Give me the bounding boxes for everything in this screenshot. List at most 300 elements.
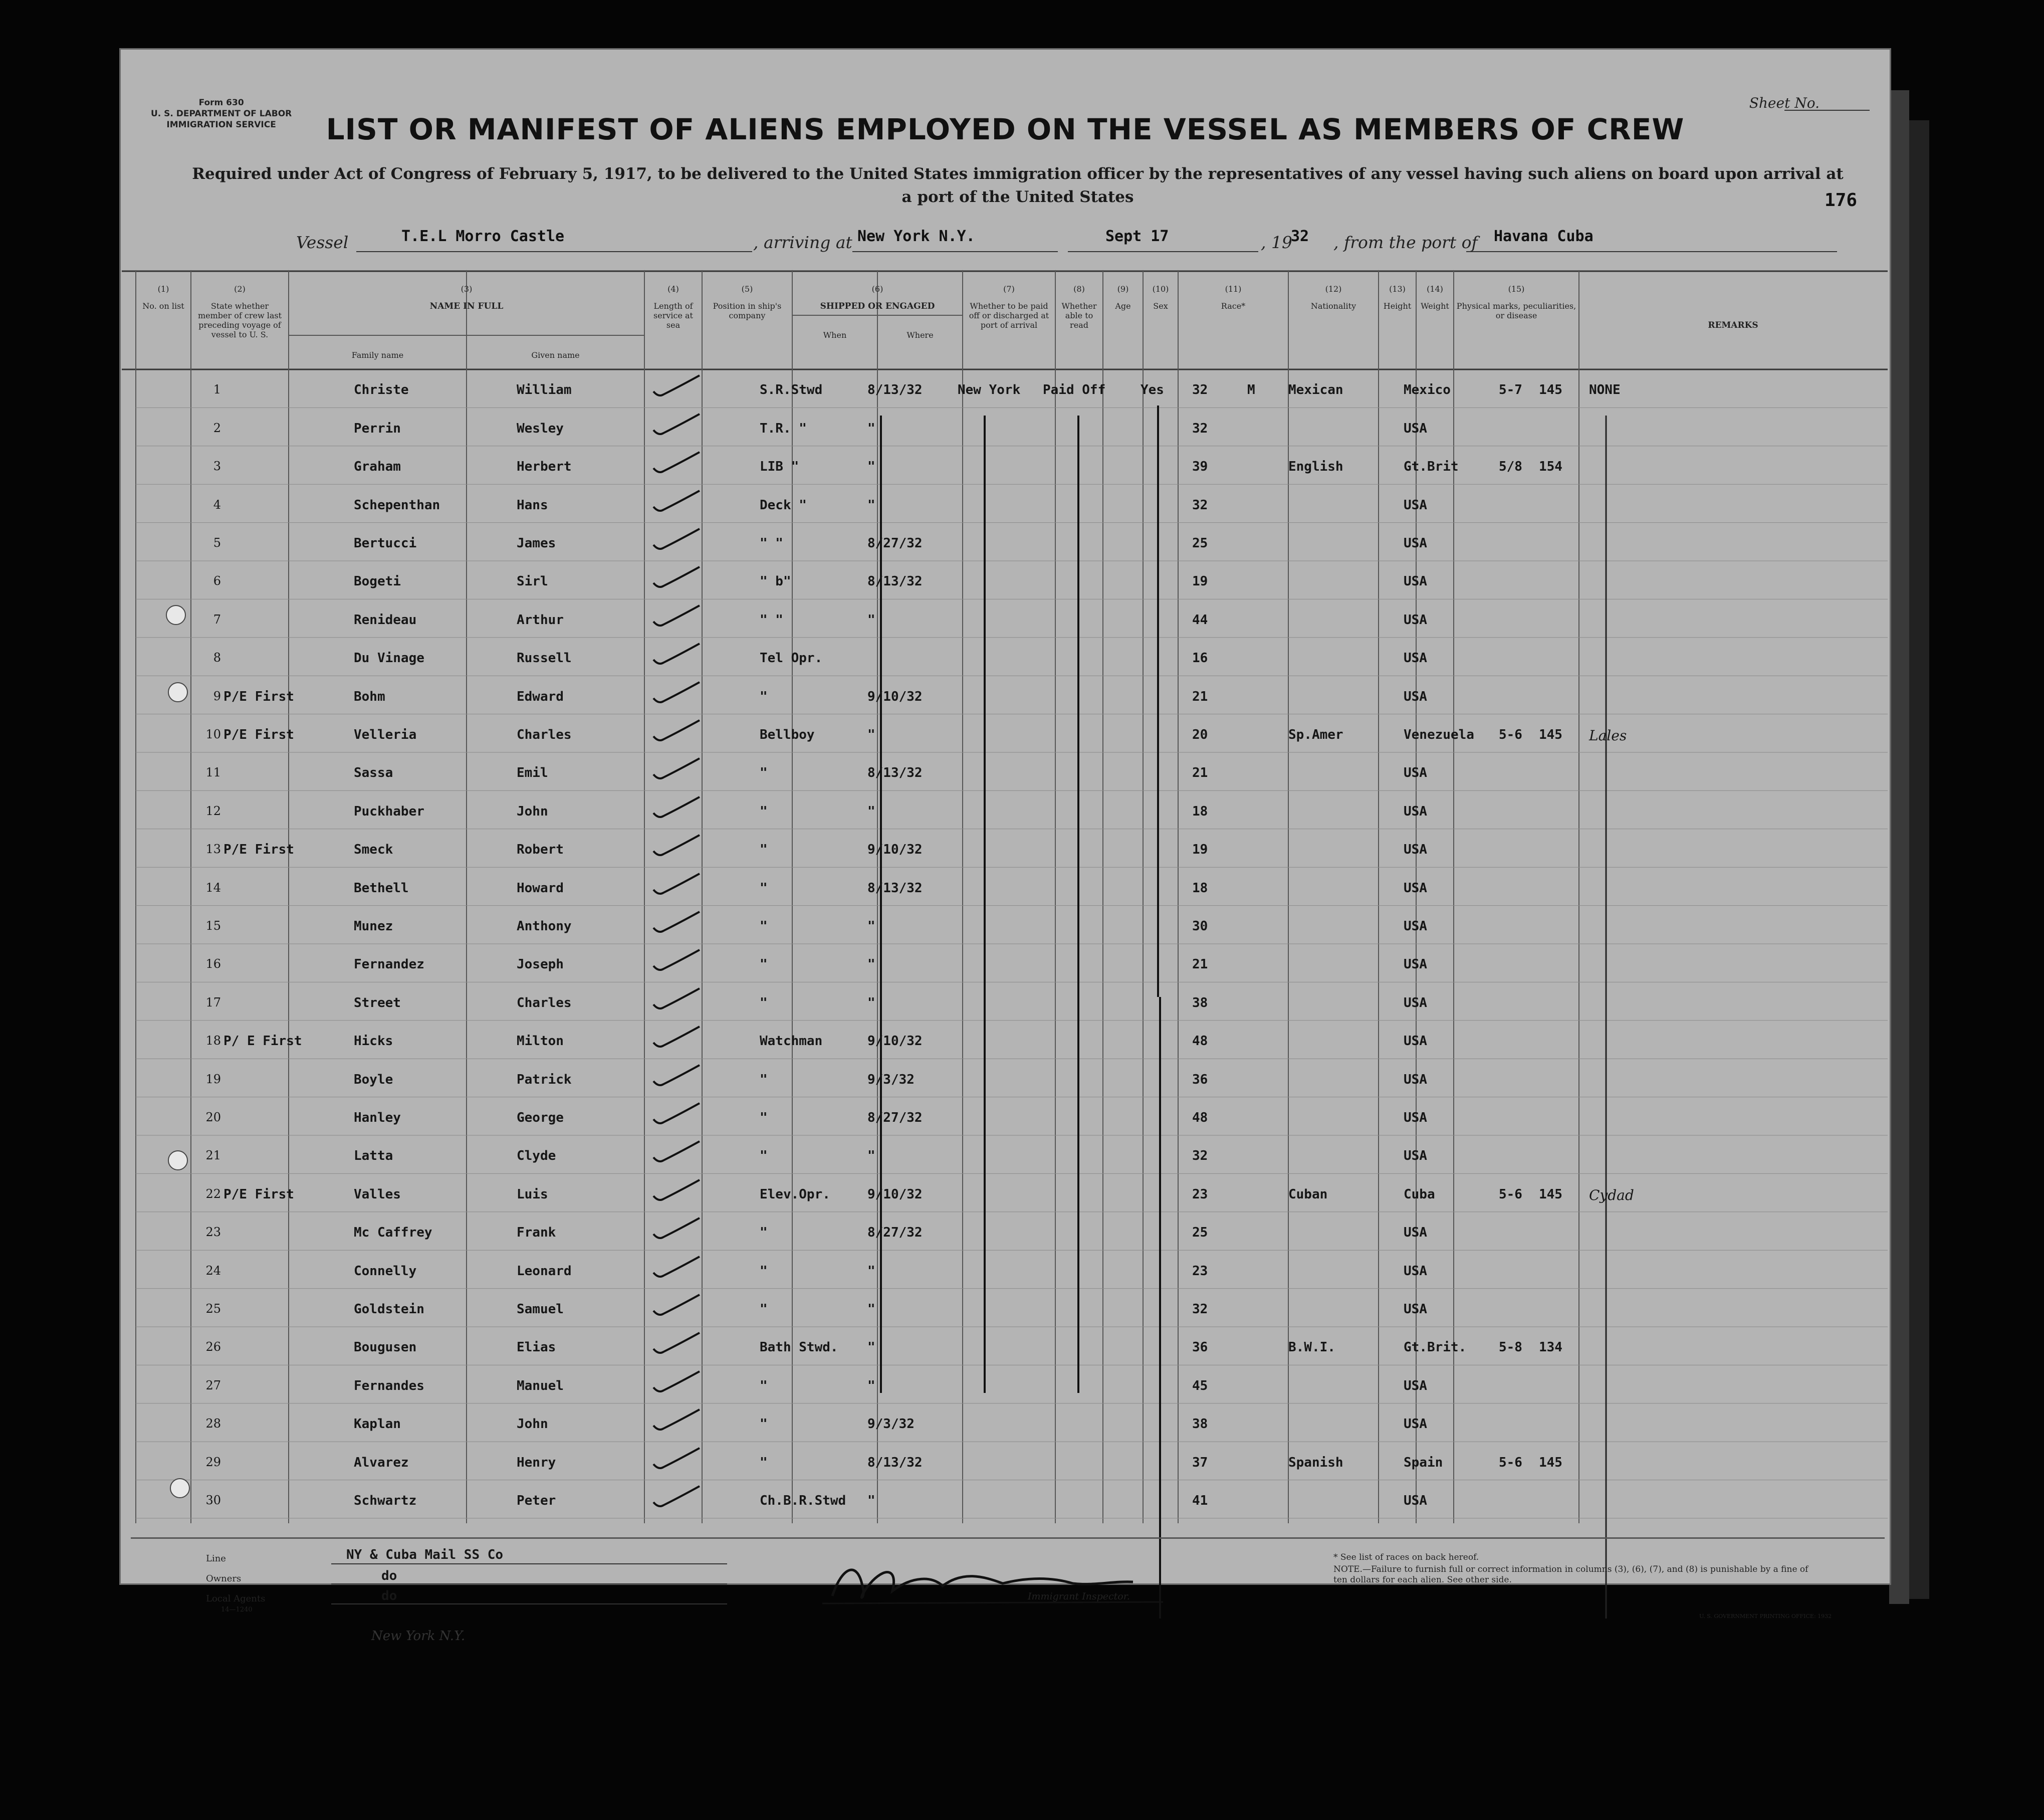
column-header-c9: Age [1115, 301, 1131, 311]
row-no: 2 [213, 421, 221, 435]
row-pos: Tel Opr. [760, 651, 823, 666]
row-given: Wesley [517, 421, 564, 436]
row-pos: " b" [760, 574, 791, 589]
row-nat: USA [1404, 1110, 1427, 1125]
owners-underline [331, 1583, 727, 1584]
row-nat: Spain [1404, 1455, 1443, 1470]
column-number-c15: (15) [1508, 284, 1525, 294]
row-no: 6 [213, 574, 221, 588]
row-age: 44 [1192, 612, 1208, 628]
row-no: 28 [205, 1417, 221, 1431]
row-no: 16 [205, 957, 221, 971]
row-wt: 154 [1539, 459, 1562, 475]
column-header-c3: NAME IN FULL [429, 301, 504, 311]
row-family: Renideau [354, 612, 417, 628]
column-number-c12: (12) [1325, 284, 1342, 294]
row-family: Mc Caffrey [354, 1225, 432, 1241]
row-pos: " [760, 1263, 768, 1279]
column-header-c8: Whether able to read [1061, 301, 1097, 330]
row-wt: 145 [1539, 727, 1562, 742]
row-no: 25 [205, 1302, 221, 1316]
column-header-when: When [823, 330, 847, 340]
row-age: 16 [1192, 651, 1208, 666]
row-when: " [867, 459, 875, 475]
row-nat: Gt.Brit [1404, 459, 1459, 475]
printing-office: U. S. GOVERNMENT PRINTING OFFICE: 1932 [1699, 1613, 1832, 1620]
from-port: Havana Cuba [1494, 228, 1594, 245]
check-mark [649, 1023, 705, 1053]
column-number-c9: (9) [1117, 284, 1129, 294]
row-race: Mexican [1288, 382, 1343, 398]
row-age: 48 [1192, 1034, 1208, 1049]
inspector-signature [812, 1556, 1223, 1611]
row-no: 22 [205, 1186, 221, 1201]
check-mark [649, 1061, 705, 1091]
row-age: 23 [1192, 1186, 1208, 1202]
column-header-c12: Nationality [1310, 301, 1356, 311]
column-header-where: Where [906, 330, 934, 340]
line-value: NY & Cuba Mail SS Co [346, 1547, 504, 1562]
row-when: " [867, 919, 875, 934]
row-given: Arthur [517, 612, 564, 628]
column-number-c5: (5) [741, 284, 753, 294]
row-family: Schepenthan [354, 497, 440, 513]
row-when: 8/27/32 [867, 536, 923, 551]
row-age: 32 [1192, 497, 1208, 513]
row-marks: Cydad [1589, 1186, 1634, 1203]
row-ht: 5-6 [1499, 1186, 1522, 1202]
column-number-c8: (8) [1073, 284, 1085, 294]
row-given: Herbert [517, 459, 572, 475]
row-when: 8/27/32 [867, 1110, 923, 1125]
page-title: LIST OR MANIFEST OF ALIENS EMPLOYED ON THE VESSEL AS MEMBERS OF CREW [326, 112, 1685, 146]
row-ht: 5-6 [1499, 727, 1522, 742]
check-mark [649, 525, 705, 555]
row-given: Joseph [517, 957, 564, 972]
row-no: 4 [213, 497, 221, 512]
row-age: 41 [1192, 1493, 1208, 1508]
arrival-year: 32 [1291, 228, 1309, 245]
row-when: 9/10/32 [867, 1034, 923, 1049]
row-family: Bogeti [354, 574, 401, 589]
row-no: 11 [205, 765, 221, 780]
row-pos: " [760, 1148, 768, 1164]
check-mark [649, 1367, 705, 1397]
row-family: Perrin [354, 421, 401, 436]
row-age: 37 [1192, 1455, 1208, 1470]
row-pos: S.R.Stwd [760, 382, 823, 398]
row-family: Boyle [354, 1072, 393, 1087]
row-paid: Paid Off [1043, 382, 1106, 398]
row-family: Velleria [354, 727, 417, 742]
row-age: 19 [1192, 574, 1208, 589]
row-no: 1 [213, 382, 221, 397]
row-pos: " [760, 880, 768, 896]
row-given: Samuel [517, 1302, 564, 1317]
column-header-c1: No. on list [142, 301, 184, 311]
row-no: 27 [205, 1378, 221, 1392]
row-family: Hanley [354, 1110, 401, 1125]
row-prev: P/E First [223, 689, 294, 704]
row-family: Graham [354, 459, 401, 475]
row-family: Hicks [354, 1034, 393, 1049]
check-mark [649, 1291, 705, 1321]
row-when: 9/10/32 [867, 1186, 923, 1202]
punch-hole [170, 1478, 190, 1498]
row-when: " [867, 1378, 875, 1393]
row-pos: Deck " [760, 497, 807, 513]
row-given: Peter [517, 1493, 556, 1508]
row-given: John [517, 1417, 548, 1432]
punch-hole [168, 1150, 188, 1170]
row-family: Bougusen [354, 1340, 417, 1355]
arrival-date: Sept 17 [1105, 228, 1169, 245]
row-nat: USA [1404, 995, 1427, 1010]
row-pos: " [760, 1110, 768, 1125]
row-age: 38 [1192, 1417, 1208, 1432]
row-when: 9/3/32 [867, 1072, 915, 1087]
row-family: Puckhaber [354, 803, 424, 819]
row-no: 13 [205, 842, 221, 857]
row-pos: " [760, 689, 768, 704]
column-number-c11: (11) [1225, 284, 1242, 294]
check-mark [649, 1482, 705, 1512]
check-mark [649, 1137, 705, 1167]
row-no: 19 [205, 1072, 221, 1086]
column-number-c2: (2) [234, 284, 246, 294]
row-given: Charles [517, 727, 572, 742]
page-number: 176 [1824, 190, 1857, 211]
row-given: Elias [517, 1340, 556, 1355]
row-nat: USA [1404, 1378, 1427, 1393]
row-nat: USA [1404, 651, 1427, 666]
row-no: 7 [213, 612, 221, 627]
row-family: Valles [354, 1186, 401, 1202]
row-when: " [867, 612, 875, 628]
row-pos: Bath Stwd. [760, 1340, 838, 1355]
row-when: " [867, 1302, 875, 1317]
row-read: Yes [1141, 382, 1164, 398]
check-mark [649, 1405, 705, 1436]
row-when: 8/13/32 [867, 1455, 923, 1470]
column-number-c1: (1) [157, 284, 169, 294]
vessel-label: Vessel [296, 233, 349, 252]
row-family: Fernandez [354, 957, 424, 972]
row-family: Kaplan [354, 1417, 401, 1432]
check-mark [649, 410, 705, 440]
row-nat: USA [1404, 1148, 1427, 1164]
row-age: 21 [1192, 765, 1208, 781]
row-ht: 5-7 [1499, 382, 1522, 398]
arriving-port: New York N.Y. [857, 228, 975, 245]
row-nat: USA [1404, 421, 1427, 436]
row-given: John [517, 803, 548, 819]
row-pos: " " [760, 612, 783, 628]
column-number-c6: (6) [871, 284, 883, 294]
row-pos: Elev.Opr. [760, 1186, 830, 1202]
row-no: 5 [213, 536, 221, 550]
check-mark [649, 448, 705, 478]
row-given: Anthony [517, 919, 572, 934]
row-nat: USA [1404, 612, 1427, 628]
column-header-c4: Length of service at sea [653, 301, 693, 330]
row-when: 9/3/32 [867, 1417, 915, 1432]
row-age: 38 [1192, 995, 1208, 1010]
check-mark [649, 563, 705, 593]
row-when: " [867, 957, 875, 972]
row-age: 18 [1192, 880, 1208, 896]
check-mark [649, 678, 705, 708]
column-number-c13: (13) [1389, 284, 1406, 294]
row-given: Patrick [517, 1072, 572, 1087]
punch-hole [168, 682, 188, 702]
column-header-c14: Weight [1421, 301, 1449, 311]
row-when: 8/13/32 [867, 382, 923, 398]
row-family: Du Vinage [354, 651, 424, 666]
row-race: Spanish [1288, 1455, 1343, 1470]
row-nat: USA [1404, 1034, 1427, 1049]
row-when: " [867, 803, 875, 819]
row-nat: Mexico [1404, 382, 1451, 398]
form-code: 14—1240 [221, 1606, 253, 1613]
row-pos: Ch.B.R.Stwd [760, 1493, 846, 1508]
row-pos: " [760, 1378, 768, 1393]
check-mark [649, 1329, 705, 1359]
column-header-c10: Sex [1153, 301, 1168, 311]
row-pos: " [760, 842, 768, 858]
row-family: Sassa [354, 765, 393, 781]
owners-value: do [381, 1568, 397, 1583]
row-no: 20 [205, 1110, 221, 1124]
row-no: 9 [213, 689, 221, 703]
row-pos: T.R. " [760, 421, 807, 436]
row-age: 21 [1192, 957, 1208, 972]
page-edge-2 [1909, 120, 1929, 1599]
races-note: * See list of races on back hereof. [1333, 1552, 1479, 1562]
row-no: 3 [213, 459, 221, 474]
handwritten-port: New York N.Y. [371, 1629, 466, 1644]
row-family: Christe [354, 382, 409, 398]
form-number: Form 630 [198, 98, 244, 108]
row-given: Milton [517, 1034, 564, 1049]
manifest-sheet [119, 48, 1891, 1644]
check-mark [649, 601, 705, 632]
row-when: " [867, 727, 875, 742]
row-nat: Cuba [1404, 1186, 1435, 1202]
row-family: Connelly [354, 1263, 417, 1279]
row-nat: USA [1404, 1302, 1427, 1317]
row-family: Fernandes [354, 1378, 424, 1393]
row-ht: 5/8 [1499, 459, 1522, 475]
owners-label: Owners [206, 1573, 242, 1584]
row-family: Smeck [354, 842, 393, 858]
row-given: Edward [517, 689, 564, 704]
row-when: 8/13/32 [867, 574, 923, 589]
row-age: 32 [1192, 421, 1208, 436]
row-given: Hans [517, 497, 548, 513]
agents-value: do [381, 1588, 397, 1603]
row-given: Robert [517, 842, 564, 858]
row-nat: USA [1404, 1072, 1427, 1087]
row-race: Cuban [1288, 1186, 1328, 1202]
row-family: Munez [354, 919, 393, 934]
row-when: " [867, 421, 875, 436]
column-header-c6: SHIPPED OR ENGAGED [820, 301, 935, 311]
row-prev: P/ E First [223, 1034, 302, 1049]
row-age: 23 [1192, 1263, 1208, 1279]
row-no: 12 [205, 803, 221, 818]
row-no: 14 [205, 880, 221, 895]
row-pos: " [760, 803, 768, 819]
row-no: 30 [205, 1493, 221, 1507]
row-when: " [867, 995, 875, 1010]
row-nat: Gt.Brit. [1404, 1340, 1467, 1355]
column-header-c2: State whether member of crew last preceding voyage of vessel to U. S. [197, 301, 282, 339]
row-pos: " [760, 957, 768, 972]
row-given: Russell [517, 651, 572, 666]
row-prev: P/E First [223, 727, 294, 742]
row-pos: " [760, 1417, 768, 1432]
check-mark [649, 640, 705, 670]
column-header-c7: Whether to be paid off or discharged at port of arrival [969, 301, 1049, 330]
row-family: Street [354, 995, 401, 1010]
row-age: 25 [1192, 536, 1208, 551]
check-mark [649, 716, 705, 746]
row-given: Clyde [517, 1148, 556, 1164]
row-race: English [1288, 459, 1343, 475]
column-number-c10: (10) [1152, 284, 1169, 294]
row-given: Henry [517, 1455, 556, 1470]
row-pos: " [760, 919, 768, 934]
row-pos: Watchman [760, 1034, 823, 1049]
row-pos: " [760, 1455, 768, 1470]
column-header-c11: Race* [1221, 301, 1246, 311]
punch-hole [166, 605, 186, 625]
column-number-c3: (3) [461, 284, 473, 294]
row-age: 30 [1192, 919, 1208, 934]
row-when: 8/13/32 [867, 880, 923, 896]
row-family: Bethell [354, 880, 409, 896]
sheet-number-label: Sheet No. [1749, 95, 1820, 111]
row-where: New York [958, 382, 1021, 398]
check-mark [649, 487, 705, 517]
row-age: 18 [1192, 803, 1208, 819]
check-mark [649, 908, 705, 938]
row-wt: 145 [1539, 1455, 1562, 1470]
row-marks: Lales [1589, 727, 1627, 744]
row-pos: Bellboy [760, 727, 815, 742]
row-pos: " [760, 995, 768, 1010]
line-underline [331, 1563, 727, 1564]
row-given: Howard [517, 880, 564, 896]
row-age: 20 [1192, 727, 1208, 742]
row-given: George [517, 1110, 564, 1125]
row-pos: " [760, 765, 768, 781]
inspector-label: Immigrant Inspector. [1028, 1591, 1130, 1602]
row-no: 10 [205, 727, 221, 741]
page-edge-1 [1889, 90, 1909, 1604]
row-pos: " " [760, 536, 783, 551]
row-nat: USA [1404, 689, 1427, 704]
row-nat: USA [1404, 574, 1427, 589]
row-nat: USA [1404, 1225, 1427, 1241]
footer-divider [131, 1537, 1885, 1539]
check-mark [649, 831, 705, 861]
row-race: B.W.I. [1288, 1340, 1335, 1355]
row-ht: 5-8 [1499, 1340, 1522, 1355]
row-age: 32 [1192, 1302, 1208, 1317]
row-family: Goldstein [354, 1302, 424, 1317]
check-mark [649, 754, 705, 784]
row-given: Emil [517, 765, 548, 781]
column-header-c15: Physical marks, peculiarities, or disease [1456, 301, 1576, 320]
check-mark [649, 1444, 705, 1474]
row-wt: 134 [1539, 1340, 1562, 1355]
row-nat: USA [1404, 1493, 1427, 1508]
line-label: Line [206, 1553, 226, 1564]
column-header-family-name: Family name [351, 350, 404, 360]
row-age: 32 [1192, 1148, 1208, 1164]
row-nat: USA [1404, 536, 1427, 551]
penalty-note: NOTE.—Failure to furnish full or correct information in columns (3), (6), (7), and (8) is punishable by a fine of ten dollars for each alien. See other side. [1333, 1564, 1808, 1585]
column-header-c5: Position in ship's company [713, 301, 782, 320]
row-age: 45 [1192, 1378, 1208, 1393]
row-when: " [867, 1493, 875, 1508]
row-nat: USA [1404, 919, 1427, 934]
column-number-c7: (7) [1003, 284, 1015, 294]
row-no: 21 [205, 1148, 221, 1163]
column-header-c16: REMARKS [1708, 320, 1758, 330]
row-pos: LIB " [760, 459, 799, 475]
row-when: 8/27/32 [867, 1225, 923, 1241]
row-age: 21 [1192, 689, 1208, 704]
row-pos: " [760, 1225, 768, 1241]
row-marks: NONE [1589, 382, 1621, 398]
row-no: 24 [205, 1263, 221, 1278]
row-family: Schwartz [354, 1493, 417, 1508]
row-when: " [867, 497, 875, 513]
row-given: Manuel [517, 1378, 564, 1393]
row-no: 8 [213, 651, 221, 665]
row-no: 29 [205, 1455, 221, 1469]
check-mark [649, 793, 705, 823]
row-when: " [867, 1263, 875, 1279]
row-no: 17 [205, 995, 221, 1009]
vessel-name: T.E.L Morro Castle [401, 228, 565, 245]
column-header-given-name: Given name [531, 350, 580, 360]
row-prev: P/E First [223, 1186, 294, 1202]
row-age: 25 [1192, 1225, 1208, 1241]
column-number-c4: (4) [667, 284, 679, 294]
from-label: , from the port of [1333, 233, 1478, 252]
check-mark [649, 371, 705, 401]
agents-label: Local Agents [206, 1593, 266, 1604]
row-given: Luis [517, 1186, 548, 1202]
check-mark [649, 984, 705, 1015]
row-ht: 5-6 [1499, 1455, 1522, 1470]
row-sex: M [1247, 382, 1255, 398]
row-wt: 145 [1539, 1186, 1562, 1202]
row-nat: Venezuela [1404, 727, 1474, 742]
service-name: IMMIGRATION SERVICE [166, 120, 276, 130]
check-mark [649, 1253, 705, 1283]
check-mark [649, 1214, 705, 1244]
row-age: 19 [1192, 842, 1208, 858]
row-when: " [867, 1340, 875, 1355]
row-nat: USA [1404, 803, 1427, 819]
row-nat: USA [1404, 842, 1427, 858]
sheet-number-line [1784, 110, 1870, 111]
